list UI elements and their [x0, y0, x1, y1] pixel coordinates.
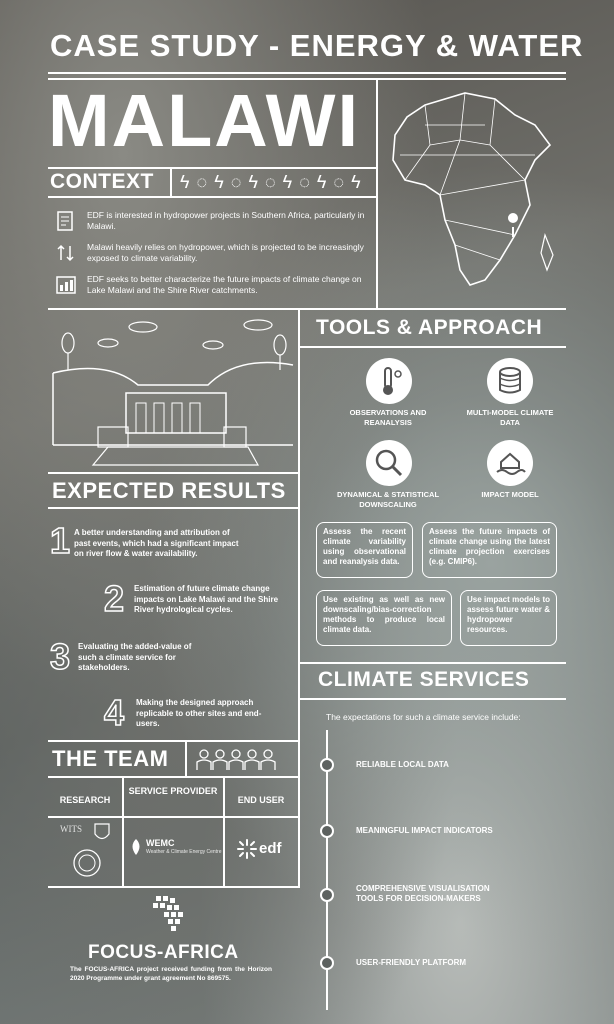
result-text: A better understanding and attribution of past events, which had a significant impact on river flow & water availability. [74, 528, 239, 558]
university-seal [92, 822, 112, 844]
context-bottom-line [48, 196, 376, 198]
timeline-dot [320, 888, 334, 902]
title-underline [48, 72, 566, 74]
result-text: Estimation of future climate change impacts on Lake Malawi and the Shire River hydrological cycles. [134, 584, 279, 614]
tools-bottom-line [298, 346, 566, 348]
team-top-line [48, 740, 298, 742]
funding-text: The FOCUS-AFRICA project received funding from the Horizon 2020 Programme under grant agreement No 869575. [70, 966, 272, 982]
service-item: COMPREHENSIVE VISUALISATION TOOLS FOR DECISION-MAKERS [356, 884, 490, 903]
tool-label: DYNAMICAL & STATISTICAL DOWNSCALING [336, 490, 440, 509]
page-title: CASE STUDY - ENERGY & WATER [50, 28, 584, 63]
services-bottom-line [298, 698, 566, 700]
service-item: MEANINGFUL IMPACT INDICATORS [356, 826, 493, 835]
result-number: 4 [104, 692, 125, 733]
focus-africa-wordmark: FOCUS-AFRICA [88, 942, 239, 963]
section-divider [48, 308, 566, 310]
chart-icon [55, 274, 77, 296]
team-header-line [48, 776, 298, 778]
magnifier-icon [366, 440, 412, 486]
timeline-dot [320, 758, 334, 772]
team-column-end-user: END USER [237, 795, 285, 805]
context-text: EDF is interested in hydropower projects in Southern Africa, particularly in Malawi. [87, 210, 365, 231]
people-icon [196, 748, 276, 772]
flood-icon [487, 440, 533, 486]
services-top-line [298, 662, 566, 664]
context-item [55, 210, 375, 232]
context-item [55, 242, 375, 264]
services-title: CLIMATE SERVICES [318, 668, 530, 691]
document-icon [55, 210, 77, 232]
context-text: EDF seeks to better characterize the future impacts of climate change on Lake Malawi and the Shire River catchments. [87, 274, 362, 295]
focus-africa-logo-icon [150, 894, 190, 938]
service-item: USER-FRIENDLY PLATFORM [356, 958, 467, 967]
wemc-logo-subtitle: Weather & Climate Energy Centre [146, 849, 222, 855]
tool-label: MULTI-MODEL CLIMATE DATA [466, 408, 554, 427]
context-top-line [48, 167, 376, 169]
edf-logo-text: edf [259, 840, 282, 857]
up-down-arrows-icon [55, 242, 77, 264]
weather-icons-strip: ϟ◌ϟ◌ϟ◌ϟ◌ϟ◌ϟ [180, 172, 368, 192]
result-number: 1 [50, 520, 71, 561]
team-col-divider [122, 776, 124, 886]
approach-box: Assess the recent climate variability using observational and reanalysis data. [316, 522, 413, 578]
results-title: EXPECTED RESULTS [52, 478, 286, 503]
context-title: CONTEXT [50, 170, 154, 193]
team-column-service-provider: SERVICE PROVIDER [128, 786, 218, 796]
approach-box: Use impact models to assess future water & hydropower resources. [460, 590, 557, 646]
result-number: 2 [104, 578, 125, 619]
team-title-divider [185, 740, 187, 776]
thermometer-icon [366, 358, 412, 404]
team-logo-line [48, 816, 298, 818]
results-top-line [48, 472, 298, 474]
result-text: Evaluating the added-value of such a climate service for stakeholders. [78, 642, 192, 672]
tool-label: IMPACT MODEL [481, 490, 539, 499]
team-col-divider [223, 776, 225, 886]
team-column-research: RESEARCH [59, 795, 111, 805]
country-title: MALAWI [48, 79, 361, 162]
approach-box: Use existing as well as new downscaling/bias-correction methods to produce local climate data. [316, 590, 452, 646]
header-divider [376, 78, 378, 308]
service-item: RELIABLE LOCAL DATA [356, 760, 449, 769]
edf-logo-icon [236, 838, 258, 860]
tools-title: TOOLS & APPROACH [316, 316, 543, 339]
context-text: Malawi heavily relies on hydropower, which is projected to be increasingly exposed to climate variability. [87, 242, 364, 263]
team-bottom-line [48, 886, 298, 888]
main-divider [298, 308, 300, 888]
wemc-logo-icon [128, 838, 144, 856]
university-crest [72, 848, 102, 878]
result-number: 3 [50, 636, 71, 677]
context-item [55, 274, 375, 296]
dam-illustration [48, 315, 298, 475]
wemc-logo-text: WEMC [146, 838, 175, 848]
timeline-dot [320, 824, 334, 838]
context-title-divider [170, 167, 172, 197]
tool-label: OBSERVATIONS AND REANALYSIS [349, 408, 427, 427]
result-text: Making the designed approach replicable to other sites and end-users. [136, 698, 262, 728]
database-icon [487, 358, 533, 404]
team-title: THE TEAM [52, 746, 169, 771]
timeline-dot [320, 956, 334, 970]
services-intro: The expectations for such a climate service include: [326, 712, 521, 722]
africa-map [385, 85, 565, 295]
results-bottom-line [48, 507, 298, 509]
approach-box: Assess the future impacts of climate change using the latest climate projection exercises (e.g. CMIP6). [422, 522, 557, 578]
wits-logo: WITS [60, 824, 82, 834]
